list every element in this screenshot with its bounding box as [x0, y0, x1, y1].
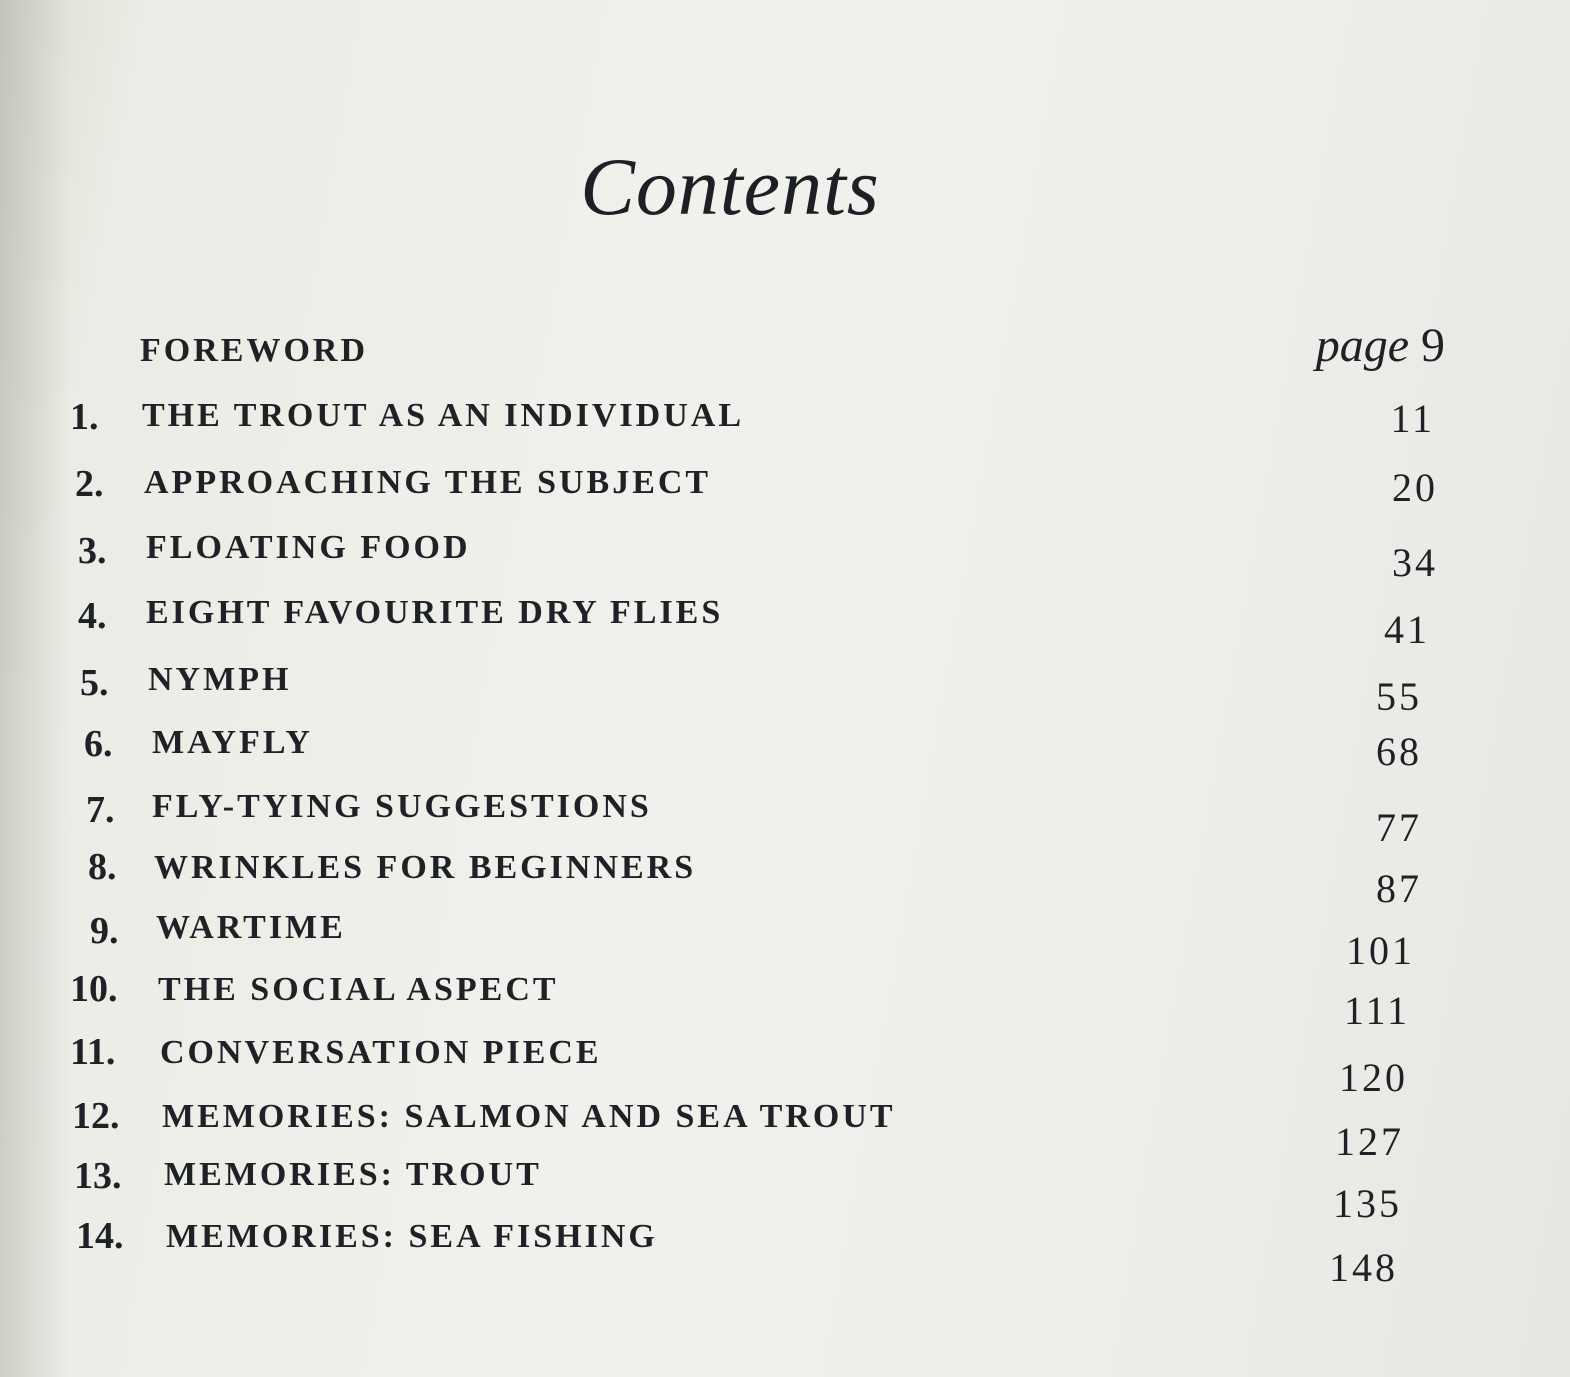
toc-entry-title: WARTIME [156, 909, 346, 946]
toc-entry-number: 9. [90, 910, 119, 952]
toc-entry-title: NYMPH [148, 661, 292, 698]
toc-entry-page: 41 [1384, 607, 1430, 652]
toc-entry-page: 148 [1329, 1245, 1398, 1290]
toc-entry-number: 5. [80, 662, 109, 704]
toc-entry[interactable] [0, 655, 1460, 719]
toc-entry[interactable] [0, 525, 1460, 585]
toc-entry[interactable] [0, 965, 1460, 1033]
toc-entry-number: 3. [78, 530, 107, 572]
toc-entry[interactable] [0, 395, 1460, 447]
toc-entry[interactable] [0, 1028, 1460, 1100]
toc-entry-page: 11 [1390, 396, 1435, 441]
toc-entry-number: 1. [70, 396, 99, 438]
contents-heading: Contents [580, 141, 880, 232]
toc-entry-number: 7. [86, 789, 115, 831]
page-word: page [1315, 319, 1409, 372]
toc-entry-number: 2. [75, 463, 104, 505]
toc-entry-title: EIGHT FAVOURITE DRY FLIES [146, 594, 724, 631]
toc-entry-number: 11. [70, 1031, 116, 1073]
toc-entry-number: 12. [72, 1095, 120, 1137]
toc-entry-number: 6. [84, 723, 113, 765]
toc-entry-page: 20 [1392, 465, 1438, 510]
toc-entry-title: MAYFLY [152, 724, 313, 761]
toc-entry-title: APPROACHING THE SUBJECT [144, 464, 712, 501]
toc-entry-page: 111 [1343, 988, 1410, 1033]
toc-entry[interactable] [0, 1150, 1460, 1226]
toc-entry[interactable] [0, 590, 1460, 652]
toc-entry[interactable] [0, 1090, 1460, 1164]
toc-entry[interactable] [0, 905, 1460, 973]
toc-entry[interactable] [0, 460, 1460, 512]
toc-entry-title: MEMORIES: SEA FISHING [166, 1218, 658, 1255]
toc-entry-number: 10. [70, 968, 118, 1010]
toc-entry-title: FLOATING FOOD [146, 529, 471, 566]
toc-entry-page: 77 [1376, 805, 1422, 850]
toc-entry[interactable] [0, 782, 1460, 850]
toc-entry[interactable] [0, 718, 1460, 774]
toc-entry[interactable] [0, 1208, 1460, 1290]
toc-entry-page: 34 [1392, 540, 1438, 585]
toc-entry-page: 120 [1339, 1055, 1408, 1100]
toc-entry-title: MEMORIES: TROUT [164, 1156, 542, 1193]
toc-entry-title: MEMORIES: SALMON AND SEA TROUT [162, 1098, 896, 1135]
toc-entry-page: 101 [1346, 928, 1415, 973]
toc-entry-number: 4. [78, 595, 107, 637]
toc-entry-page: 87 [1376, 866, 1422, 911]
foreword-page-number: 9 [1421, 319, 1445, 372]
toc-entry-number: 8. [88, 846, 117, 888]
toc-entry-title: FOREWORD [140, 332, 368, 369]
toc-entry-page: 68 [1376, 729, 1422, 774]
toc-entry-page: 127 [1335, 1119, 1404, 1164]
toc-entry-title: FLY-TYING SUGGESTIONS [152, 788, 652, 825]
toc-entry-page: 55 [1376, 674, 1422, 719]
toc-entry-number: 13. [74, 1155, 122, 1197]
toc-entry-number: 14. [76, 1215, 124, 1257]
toc-entry-title: THE SOCIAL ASPECT [158, 971, 559, 1008]
toc-entry-page: 135 [1333, 1181, 1402, 1226]
toc-entry-foreword[interactable] [0, 330, 1460, 382]
toc-entry[interactable] [0, 845, 1460, 911]
toc-entry-title: WRINKLES FOR BEGINNERS [154, 849, 697, 886]
toc-entry-title: THE TROUT AS AN INDIVIDUAL [142, 397, 744, 434]
toc-entry-title: CONVERSATION PIECE [160, 1034, 602, 1071]
